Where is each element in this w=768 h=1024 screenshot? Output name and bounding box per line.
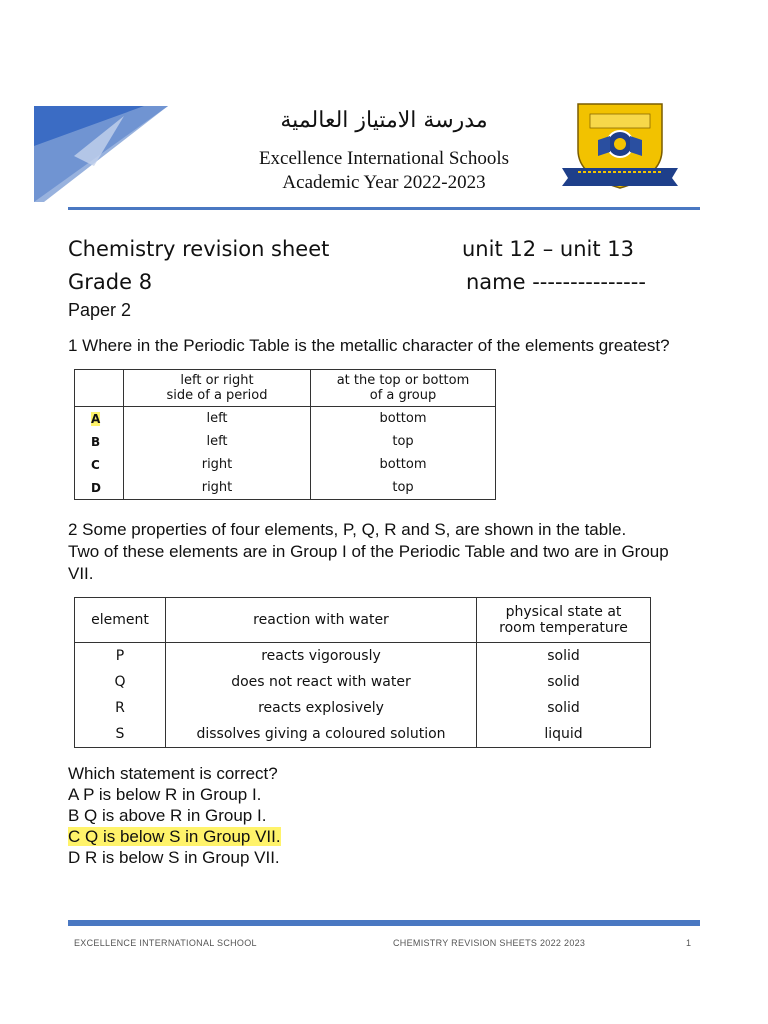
page-number: 1 (686, 938, 692, 948)
sheet-title: Chemistry revision sheet (68, 237, 330, 261)
q1-option-cell: B (75, 430, 124, 453)
q2-text (68, 519, 669, 585)
q2-reaction-cell: reacts explosively (166, 695, 477, 721)
school-name-arabic: مدرسة الامتياز العالمية (280, 108, 488, 133)
q2-answer-block (68, 763, 281, 868)
q2-col-reaction: reaction with water (166, 598, 477, 643)
q1-header-row (75, 370, 496, 407)
school-logo (560, 100, 680, 190)
q2-option-d: D R is below S in Group VII. (68, 848, 280, 867)
q1-option-cell: C (75, 453, 124, 476)
q2-text-line: Two of these elements are in Group I of the Periodic Table and two are in Group (68, 542, 669, 561)
q1-side-cell: right (124, 476, 311, 500)
footer-title: CHEMISTRY REVISION SHEETS 2022 2023 (393, 938, 586, 948)
footer-rule (68, 920, 700, 926)
school-name: Excellence International Schools (258, 148, 510, 169)
table-row (75, 669, 651, 695)
table-row (75, 430, 496, 453)
q2-col-state: physical state at room temperature (477, 598, 651, 643)
table-row (75, 407, 496, 431)
school-name-block (200, 147, 568, 195)
q2-element-cell: Q (75, 669, 166, 695)
q1-side-cell: right (124, 453, 311, 476)
q1-side-cell: left (124, 430, 311, 453)
q2-state-cell: liquid (477, 721, 651, 748)
q1-position-cell: bottom (311, 407, 496, 431)
q2-option-c (68, 826, 281, 847)
q1-position-cell: bottom (311, 453, 496, 476)
q2-element-cell: R (75, 695, 166, 721)
q2-option-c-highlight: C Q is below S in Group VII. (68, 827, 281, 846)
q1-col-side: left or right side of a period (124, 370, 311, 407)
q2-reaction-cell: reacts vigorously (166, 643, 477, 670)
header-rule (68, 207, 700, 210)
grade-label: Grade 8 (68, 270, 153, 294)
q1-option-cell (75, 407, 124, 431)
q1-position-cell: top (311, 476, 496, 500)
q1-option-letter: A (91, 411, 101, 426)
q2-reaction-cell: dissolves giving a coloured solution (166, 721, 477, 748)
q2-reaction-cell: does not react with water (166, 669, 477, 695)
q1-position-cell: top (311, 430, 496, 453)
q2-element-cell: P (75, 643, 166, 670)
footer-school: EXCELLENCE INTERNATIONAL SCHOOL (74, 938, 257, 948)
table-row (75, 476, 496, 500)
q2-option-b: B Q is above R in Group I. (68, 806, 267, 825)
q2-state-cell: solid (477, 669, 651, 695)
table-row (75, 453, 496, 476)
paper-label: Paper 2 (68, 300, 132, 320)
q2-text-line: VII. (68, 564, 94, 583)
q2-table (74, 597, 651, 748)
q2-header-row (75, 598, 651, 643)
q2-state-cell: solid (477, 695, 651, 721)
units-label: unit 12 – unit 13 (462, 237, 635, 261)
q1-col-option (75, 370, 124, 407)
academic-year: Academic Year 2022-2023 (282, 172, 486, 193)
q1-text: 1 Where in the Periodic Table is the metallic character of the elements greatest? (68, 336, 670, 355)
q2-option-a: A P is below R in Group I. (68, 785, 262, 804)
q1-side-cell: left (124, 407, 311, 431)
q2-text-line: 2 Some properties of four elements, P, Q, R and S, are shown in the table. (68, 520, 627, 539)
q1-col-position: at the top or bottom of a group (311, 370, 496, 407)
corner-decoration (34, 106, 168, 202)
name-field: name --------------- (466, 270, 646, 294)
table-row (75, 721, 651, 748)
q1-table (74, 369, 496, 500)
q2-element-cell: S (75, 721, 166, 748)
q2-col-element: element (75, 598, 166, 643)
q2-prompt: Which statement is correct? (68, 764, 278, 783)
table-row (75, 695, 651, 721)
q2-state-cell: solid (477, 643, 651, 670)
q1-option-cell: D (75, 476, 124, 500)
table-row (75, 643, 651, 670)
